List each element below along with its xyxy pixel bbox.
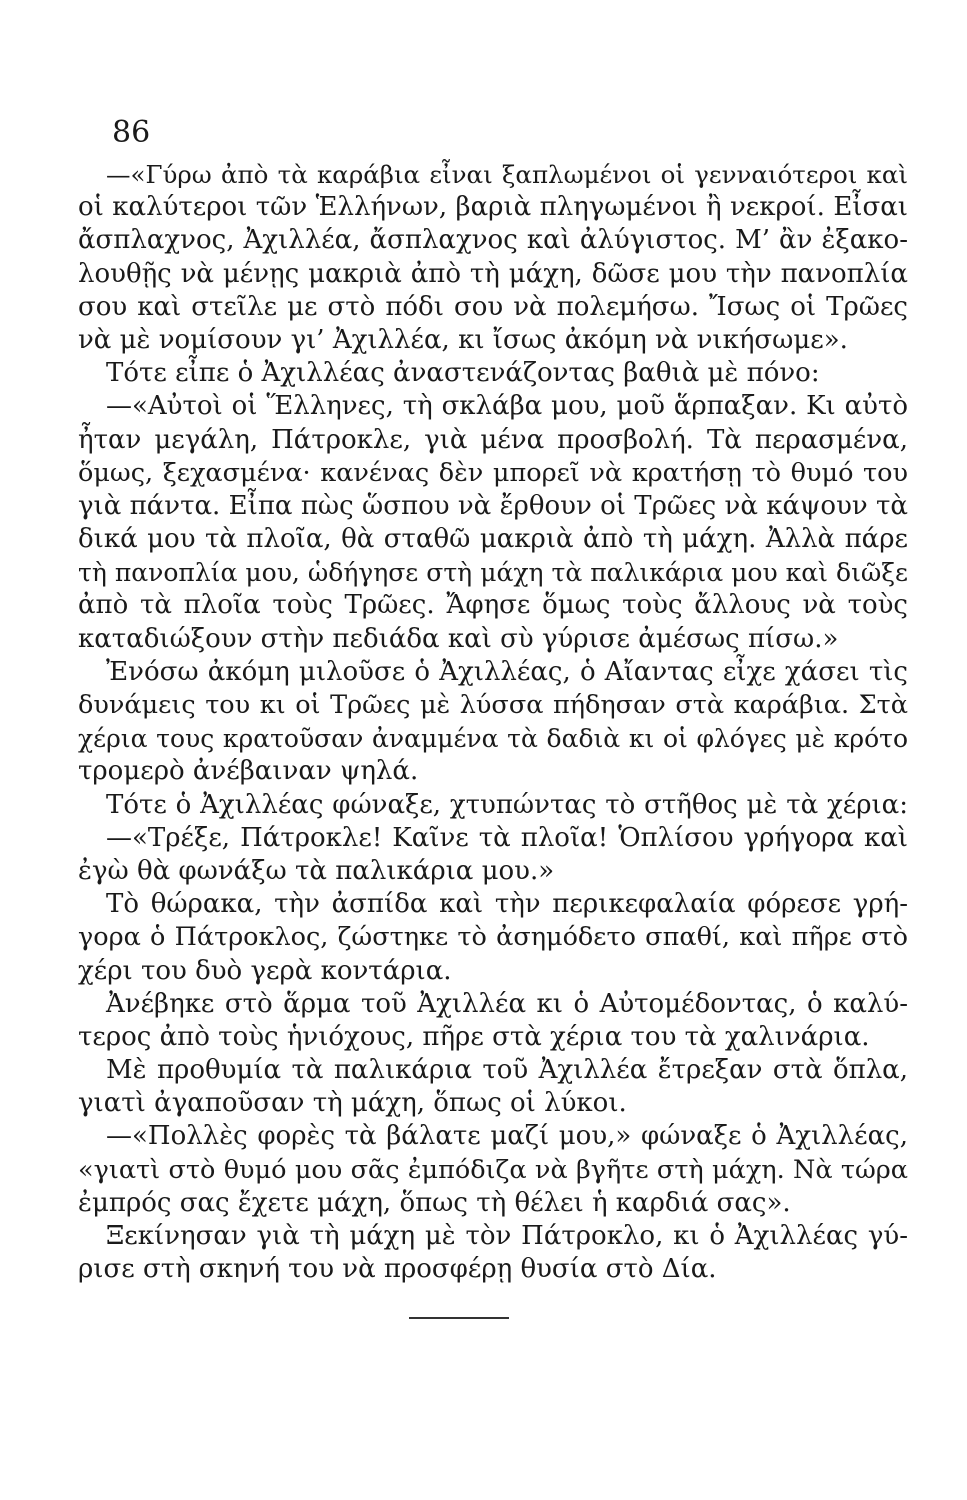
text-line: χέρια τους κρατοῦσαν ἀναμμένα τὰ δαδιὰ κι οἱ φλόγες μὲ κρότο bbox=[78, 724, 908, 754]
text-line: —«Γύρω ἀπὸ τὰ καράβια εἶναι ξαπλωμένοι οἱ γενναιότεροι καὶ bbox=[106, 160, 908, 189]
text-line: Τὸ θώρακα, τὴν ἀσπίδα καὶ τὴν περικεφαλαία φόρεσε γρή- bbox=[106, 889, 908, 920]
text-line: —«Αὐτοὶ οἱ Ἕλληνες, τὴ σκλάβα μου, μοῦ ἅρπαξαν. Κι αὐτὸ bbox=[106, 391, 908, 422]
text-line: τερος ἀπὸ τοὺς ἡνιόχους, πῆρε στὰ χέρια του τὰ χαλινάρια. bbox=[78, 1021, 870, 1052]
text-line: οἱ καλύτεροι τῶν Ἑλλήνων, βαριὰ πληγωμένοι ἢ νεκροί. Εἶσαι bbox=[78, 192, 908, 223]
text-line: καταδιώξουν στὴν πεδιάδα καὶ σὺ γύρισε ἀμέσως πίσω.» bbox=[78, 623, 839, 654]
text-line: γορα ὁ Πάτροκλος, ζώστηκε τὸ ἀσημόδετο σπαθί, καὶ πῆρε στὸ bbox=[78, 922, 908, 953]
text-line: χέρι του δυὸ γερὰ κοντάρια. bbox=[78, 955, 452, 986]
text-line: τὴ πανοπλία μου, ὡδήγησε στὴ μάχη τὰ παλικάρια μου καὶ διῶξε bbox=[78, 558, 908, 588]
text-line: ἀπὸ τὰ πλοῖα τοὺς Τρῶες. Ἄφησε ὅμως τοὺς ἄλλους νὰ τοὺς bbox=[78, 590, 908, 621]
text-body bbox=[78, 158, 908, 1286]
text-line: λουθῇς νὰ μένῃς μακριὰ ἀπὸ τὴ μάχη, δῶσε μου τὴν πανοπλία bbox=[78, 258, 908, 289]
text-line: ἐμπρός σας ἔχετε μάχη, ὅπως τὴ θέλει ἡ καρδιά σας». bbox=[78, 1187, 791, 1218]
text-line: Ξεκίνησαν γιὰ τὴ μάχη μὲ τὸν Πάτροκλο, κι ὁ Ἀχιλλέας γύ- bbox=[106, 1221, 908, 1251]
page-number: 86 bbox=[112, 115, 151, 150]
text-line: ἦταν μεγάλη, Πάτροκλε, γιὰ μένα προσβολή. Τὰ περασμένα, bbox=[78, 424, 908, 455]
text-line: σου καὶ στεῖλε με στὸ πόδι σου νὰ πολεμήσω. Ἴσως οἱ Τρῶες bbox=[78, 291, 908, 322]
text-line: —«Πολλὲς φορὲς τὰ βάλατε μαζί μου,» φώναξε ὁ Ἀχιλλέας, bbox=[106, 1121, 908, 1152]
text-line: Τότε εἶπε ὁ Ἀχιλλέας ἀναστενάζοντας βαθιὰ μὲ πόνο: bbox=[106, 358, 820, 389]
text-line: τρομερὸ ἀνέβαιναν ψηλά. bbox=[78, 756, 419, 787]
text-line: ρισε στὴ σκηνή του νὰ προσφέρῃ θυσία στὸ Δία. bbox=[78, 1254, 717, 1285]
text-line: ἐγὼ θὰ φωνάξω τὰ παλικάρια μου.» bbox=[78, 855, 555, 886]
text-line: «γιατὶ στὸ θυμό μου σᾶς ἐμπόδιζα νὰ βγῆτε στὴ μάχη. Νὰ τώρα bbox=[78, 1154, 908, 1185]
section-divider bbox=[409, 1317, 509, 1319]
text-line: γιατὶ ἀγαποῦσαν τὴ μάχη, ὅπως οἱ λύκοι. bbox=[78, 1088, 627, 1119]
text-line: δικά μου τὰ πλοῖα, θὰ σταθῶ μακριὰ ἀπὸ τὴ μάχη. Ἀλλὰ πάρε bbox=[78, 524, 908, 555]
text-line: Μὲ προθυμία τὰ παλικάρια τοῦ Ἀχιλλέα ἔτρεξαν στὰ ὅπλα, bbox=[106, 1055, 908, 1086]
text-line: Τότε ὁ Ἀχιλλέας φώναξε, χτυπώντας τὸ στῆθος μὲ τὰ χέρια: bbox=[106, 789, 908, 820]
text-line: γιὰ πάντα. Εἶπα πὼς ὥσπου νὰ ἔρθουν οἱ Τρῶες νὰ κάψουν τὰ bbox=[78, 490, 908, 521]
text-line: Ἀνέβηκε στὸ ἅρμα τοῦ Ἀχιλλέα κι ὁ Αὐτομέδοντας, ὁ καλύ- bbox=[106, 988, 908, 1019]
text-line: —«Τρέξε, Πάτροκλε! Καῖνε τὰ πλοῖα! Ὁπλίσου γρήγορα καὶ bbox=[106, 822, 908, 853]
text-line: νὰ μὲ νομίσουν γι’ Ἀχιλλέα, κι ἴσως ἀκόμη νὰ νικήσωμε». bbox=[78, 324, 848, 355]
text-line: δυνάμεις του κι οἱ Τρῶες μὲ λύσσα πήδησαν στὰ καράβια. Στὰ bbox=[78, 690, 908, 720]
text-line: ὅμως, ξεχασμένα· κανένας δὲν μπορεῖ νὰ κρατήσῃ τὸ θυμό του bbox=[78, 457, 908, 488]
text-line: ἄσπλαχνος, Ἀχιλλέα, ἄσπλαχνος καὶ ἀλύγιστος. Μ’ ἂν ἐξακο- bbox=[78, 225, 908, 256]
text-line: Ἐνόσω ἀκόμη μιλοῦσε ὁ Ἀχιλλέας, ὁ Αἴαντας εἶχε χάσει τὶς bbox=[106, 656, 908, 687]
